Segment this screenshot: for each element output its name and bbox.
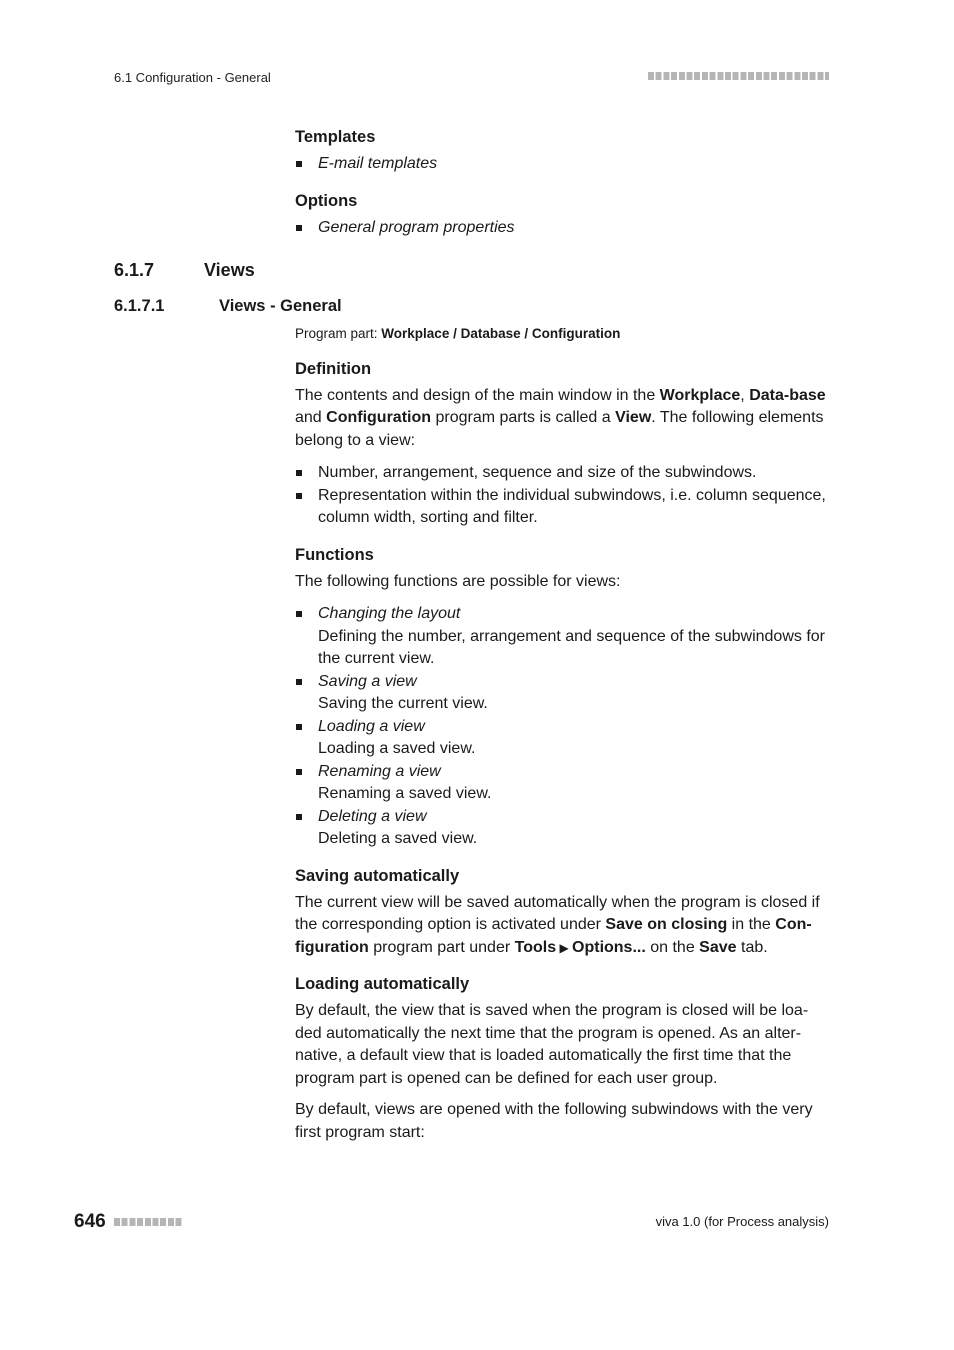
section-heading-6-1-7	[114, 260, 255, 281]
term-save: Save	[699, 938, 737, 956]
list-item: General program properties	[295, 217, 829, 240]
saving-heading: Saving automatically	[295, 866, 460, 885]
footer-dot-bar	[114, 1218, 182, 1226]
list-item	[295, 716, 829, 761]
functions-heading: Functions	[295, 545, 374, 564]
text-run: and	[295, 409, 327, 426]
function-name: Changing the layout	[318, 605, 461, 622]
list-item: E-mail templates	[295, 153, 829, 176]
function-name: Saving a view	[318, 672, 417, 690]
running-header: 6.1 Configuration - General	[114, 70, 271, 85]
section-title: Views	[204, 260, 255, 280]
term-save-on-closing: Save on closing	[605, 916, 728, 933]
program-part-label: Program part:	[295, 326, 378, 341]
text-run: ,	[740, 386, 750, 404]
function-name: Loading a view	[318, 717, 425, 735]
options-list	[295, 217, 829, 240]
list-item	[295, 603, 829, 671]
program-part	[295, 323, 829, 346]
term-configuration: Configuration	[326, 409, 432, 426]
list-item: Number, arrangement, sequence and size of the subwindows.	[295, 462, 829, 485]
functions-list	[295, 603, 829, 851]
function-name: Deleting a view	[318, 807, 427, 825]
function-desc: Defining the number, arrangement and sequence of the subwindows for the current view.	[318, 627, 825, 667]
section-title: Views - General	[219, 297, 342, 315]
text-run: program part under	[368, 938, 515, 956]
section-number: 6.1.7	[114, 260, 155, 280]
term-view: View	[615, 409, 652, 426]
definition-text	[295, 385, 829, 453]
top-content	[295, 126, 829, 239]
section-number: 6.1.7.1	[114, 297, 165, 315]
loading-heading: Loading automatically	[295, 975, 470, 993]
text-run: tab.	[736, 938, 768, 956]
page-number: 646	[74, 1211, 106, 1232]
header-dot-bar	[648, 72, 829, 80]
loading-paragraph-1: By default, the view that is saved when the program is closed will be loa-ded automatically the next time that the program is opened. As an alter-native, a default view that is loaded automatically the first time that the program part is opened can be defined for each user group.	[295, 1002, 809, 1087]
program-part-value: Workplace / Database / Configuration	[381, 326, 621, 341]
menu-arrow-icon: ▶	[556, 940, 573, 955]
main-content	[295, 323, 829, 1144]
function-desc: Deleting a saved view.	[318, 830, 478, 847]
text-run: program parts is called a	[431, 409, 616, 426]
function-name: Renaming a view	[318, 762, 441, 780]
definition-list	[295, 462, 829, 530]
templates-list	[295, 153, 829, 176]
text-run: in the	[727, 916, 776, 933]
section-heading-6-1-7-1	[114, 297, 342, 316]
term-options: Options...	[572, 938, 646, 956]
text-run: on the	[645, 938, 700, 956]
saving-text	[295, 892, 829, 960]
term-tools: Tools	[514, 938, 557, 956]
loading-paragraph-2: By default, views are opened with the following subwindows with the very first program start:	[295, 1101, 813, 1141]
function-desc: Renaming a saved view.	[318, 785, 492, 802]
term-database: Data-base	[749, 386, 826, 404]
text-run: The contents and design of the main window in the	[295, 386, 660, 404]
footer-product: viva 1.0 (for Process analysis)	[655, 1214, 829, 1229]
term-workplace: Workplace	[659, 386, 741, 404]
text-run: . The following elements belong to a view:	[295, 409, 824, 449]
templates-heading: Templates	[295, 128, 376, 146]
list-item: Representation within the individual subwindows, i.e. column sequence, column width, sorting and filter.	[295, 485, 829, 530]
list-item	[295, 761, 829, 806]
options-heading: Options	[295, 191, 358, 210]
list-item	[295, 671, 829, 716]
functions-intro: The following functions are possible for views:	[295, 572, 621, 590]
term-configuration: Con-figuration	[295, 916, 812, 956]
function-desc: Saving the current view.	[318, 695, 488, 712]
list-item	[295, 806, 829, 851]
text-run: The current view will be saved automatically when the program is closed if the corresponding option is activated under	[295, 893, 820, 933]
definition-heading: Definition	[295, 359, 372, 378]
function-desc: Loading a saved view.	[318, 740, 476, 757]
